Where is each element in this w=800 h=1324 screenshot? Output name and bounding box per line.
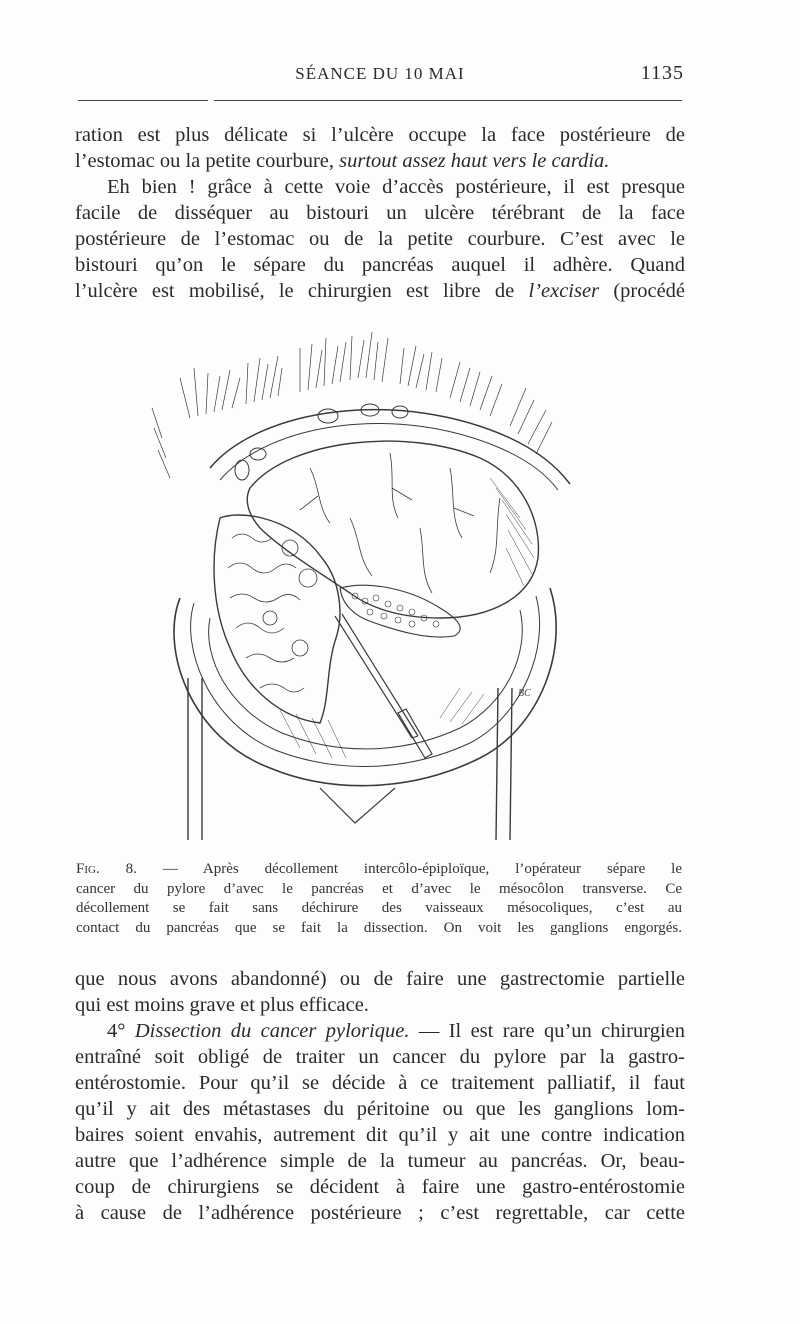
page-header <box>76 64 684 90</box>
text-line: Eh bien ! grâce à cette voie d’accès postérieure, il est presque <box>107 176 685 198</box>
text-line: autre que l’adhérence simple de la tumeur au pancréas. Or, beau- <box>75 1150 685 1172</box>
text-line: ration est plus délicate si l’ulcère occupe la face postérieure de <box>75 124 685 146</box>
text-line: baires soient envahis, autrement dit qu’il y ait une contre indication <box>75 1124 685 1146</box>
artist-signature: BC <box>518 688 531 699</box>
figure-caption <box>76 860 682 938</box>
text-line: à cause de l’adhérence postérieure ; c’est regrettable, car cette <box>75 1202 685 1224</box>
running-head: SÉANCE DU 10 MAI <box>295 64 465 83</box>
caption-line: décollement se fait sans déchirure des vaisseaux mésocoliques, c’est au <box>76 900 682 916</box>
header-rule-right <box>214 100 682 101</box>
section-heading-line: 4° Dissection du cancer pylorique. — Il est rare qu’un chirurgien <box>107 1020 686 1042</box>
text-line: que nous avons abandonné) ou de faire une gastrectomie partielle <box>75 968 685 990</box>
text-line: qu’il y ait des métastases du péritoine ou que les ganglions lom- <box>75 1098 685 1120</box>
caption-line: contact du pancréas que se fait la dissection. On voit les ganglions engorgés. <box>76 919 682 936</box>
italic-phrase: surtout assez haut vers le cardia. <box>339 150 610 172</box>
text-line: l’estomac ou la petite courbure, surtout assez haut vers le cardia. <box>75 150 610 172</box>
text-line: entraîné soit obligé de traiter un cancer du pylore par la gastro- <box>75 1046 685 1068</box>
page-number: 1135 <box>640 62 684 84</box>
caption-line: Fig. 8. — Après décollement intercôlo-épiploïque, l’opérateur sépare le <box>76 861 683 877</box>
figure-label: Fig. 8. <box>76 861 137 877</box>
text-line: entérostomie. Pour qu’il se décide à ce traitement palliatif, il faut <box>75 1072 685 1094</box>
top-paragraphs <box>75 122 685 304</box>
text-line: facile de disséquer au bistouri un ulcère térébrant de la face <box>75 202 685 224</box>
text-line: coup de chirurgiens se décident à faire une gastro-entérostomie <box>75 1176 685 1198</box>
section-heading: Dissection du cancer pylorique. <box>134 1020 410 1042</box>
text-line: qui est moins grave et plus efficace. <box>75 994 369 1016</box>
caption-line: cancer du pylore d’avec le pancréas et d’avec le mésocôlon transverse. Ce <box>76 880 682 897</box>
header-rule-left <box>78 100 208 101</box>
surgical-illustration <box>150 318 610 846</box>
text-line: l’ulcère est mobilisé, le chirurgien est libre de l’exciser (procédé <box>75 280 686 302</box>
text-line: bistouri qu’on le sépare du pancréas auquel il adhère. Quand <box>75 254 685 276</box>
text-line: postérieure de l’estomac ou de la petite courbure. C’est avec le <box>75 228 685 250</box>
italic-word: l’exciser <box>528 280 600 302</box>
bottom-paragraphs <box>75 966 685 1226</box>
